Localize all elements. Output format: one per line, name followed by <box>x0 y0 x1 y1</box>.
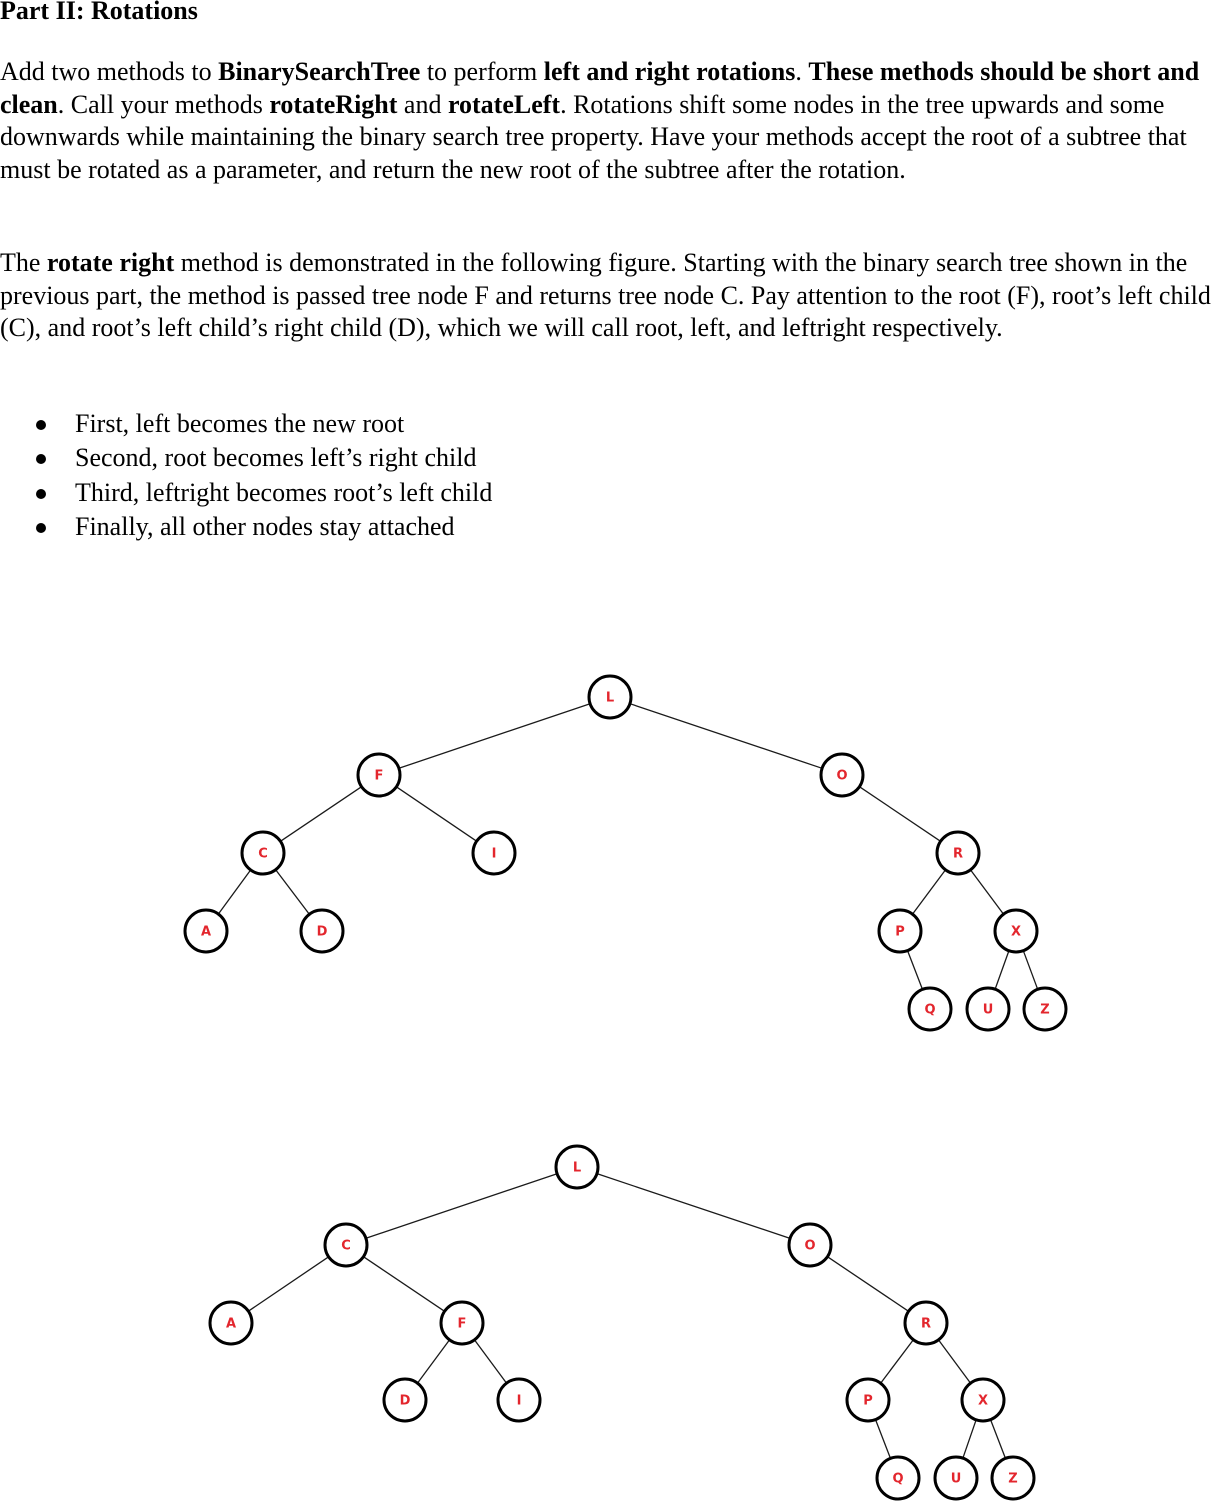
tree-node-Z <box>992 1457 1034 1499</box>
node-label: F <box>457 1316 467 1332</box>
tree-edge-X-U <box>963 1420 976 1458</box>
tree-node-F <box>441 1302 483 1344</box>
step-text: Second, root becomes left’s right child <box>75 443 477 473</box>
node-label: D <box>316 924 328 940</box>
tree-edge-L-O <box>597 1174 790 1239</box>
node-label: C <box>341 1238 351 1254</box>
node-label: A <box>225 1316 237 1332</box>
bold-text: left and right rotations <box>543 57 796 86</box>
tree-edge-C-A <box>248 1257 328 1311</box>
tree-edge-X-Z <box>991 1420 1006 1459</box>
node-label: Q <box>892 1471 904 1487</box>
tree-node-X <box>962 1379 1004 1421</box>
tree-node-R <box>905 1302 947 1344</box>
node-label: X <box>1010 924 1022 940</box>
step-text: Third, leftright becomes root’s left child <box>75 477 493 507</box>
node-label: U <box>950 1471 962 1487</box>
node-label: R <box>952 846 964 862</box>
node-label: A <box>200 924 212 940</box>
tree-node-C <box>325 1224 367 1266</box>
text-run: The <box>0 248 47 277</box>
bold-text: rotateRight <box>269 89 398 119</box>
tree-node-A <box>210 1302 252 1344</box>
tree-edge-C-F <box>363 1257 444 1312</box>
node-label: L <box>605 690 615 706</box>
text-run: . <box>795 57 809 86</box>
tree-edge-R-P <box>881 1340 914 1383</box>
tree-edge-F-D <box>417 1340 449 1383</box>
step-text: Finally, all other nodes stay attached <box>75 511 455 541</box>
tree-edge-O-R <box>827 1257 908 1312</box>
bold-text: rotateLeft <box>447 89 561 119</box>
tree-edge-R-X <box>938 1340 970 1383</box>
node-label: O <box>804 1238 816 1254</box>
bold-text: BinarySearchTree <box>218 57 421 86</box>
tree-edge-P-Q <box>876 1420 891 1459</box>
node-label: D <box>399 1393 411 1409</box>
node-label: X <box>977 1393 989 1409</box>
text-run: and <box>397 89 448 119</box>
node-label: F <box>374 768 384 784</box>
tree-node-I <box>498 1379 540 1421</box>
node-label: U <box>982 1002 994 1018</box>
text-run: Add two methods to <box>0 57 219 86</box>
section-title: Part II: Rotations <box>0 0 198 25</box>
node-label: L <box>572 1160 582 1176</box>
tree-node-D <box>384 1379 426 1421</box>
node-label: P <box>895 924 905 940</box>
bold-text: These methods should be short and clean <box>0 57 1200 119</box>
tree-node-U <box>935 1457 977 1499</box>
node-label: Q <box>924 1002 936 1018</box>
step-text: First, left becomes the new root <box>75 409 405 438</box>
tree-node-L <box>556 1146 598 1188</box>
node-label: I <box>516 1393 522 1409</box>
node-label: R <box>920 1316 932 1332</box>
tree-node-O <box>789 1224 831 1266</box>
tree-node-P <box>847 1379 889 1421</box>
tree-edge-L-C <box>366 1174 557 1239</box>
text-run: . Call your methods <box>57 89 270 119</box>
node-label: I <box>491 846 497 862</box>
bold-text: rotate right <box>46 248 175 277</box>
node-label: P <box>863 1393 873 1409</box>
tree-node-Q <box>877 1457 919 1499</box>
text-run: method is demonstrated in the following figure. Starting with the binary search tree shown in the previous part, the method is passed tree node F and returns tree node C. Pay attention to the root (F), root’s left child (C), and root’s left child’s right child (D), which we will call root, left, and leftright respectively. <box>0 248 1211 342</box>
node-label: O <box>836 768 848 784</box>
node-label: Z <box>1040 1002 1050 1018</box>
text-run: to perform <box>420 57 544 86</box>
tree-edge-F-I <box>474 1340 506 1383</box>
node-label: Z <box>1008 1471 1018 1487</box>
node-label: C <box>258 846 268 862</box>
text-run: . Rotations shift some nodes in the tree upwards and some downwards while maintaining the binary search tree property. Have your methods accept the root of a subtree that must be rotated as a parameter, and return the new root of the subtree after the rotation. <box>0 89 1187 184</box>
